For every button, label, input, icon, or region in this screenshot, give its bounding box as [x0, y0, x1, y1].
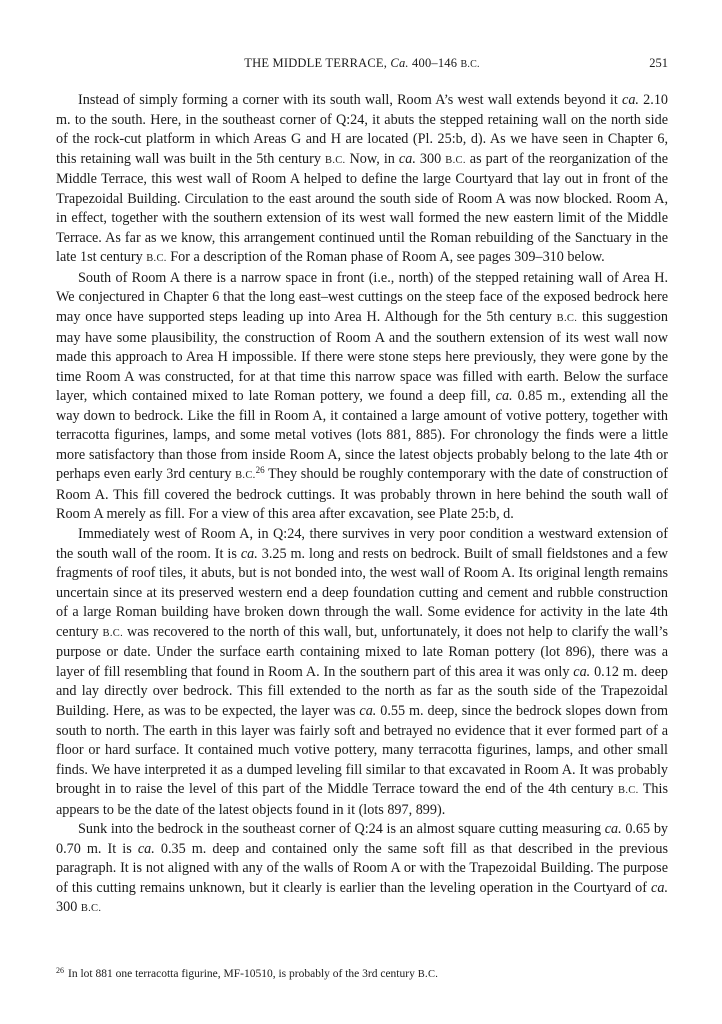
- italic-text: ca.: [359, 702, 377, 719]
- text-run: South of Room A there is a narrow space in front (i.e., north) of the stepped retaining wall of Area H. We conjectured in Chapter 6 that the long east–west cuttings on the steep face of the exposed bedrock here may once have supported steps leading up into Area H. Although for the 5th century: [56, 269, 668, 326]
- small-caps-text: B.C.: [80, 903, 102, 915]
- text-run: Sunk into the bedrock in the southeast corner of Q:24 is an almost square cutting measuring: [78, 821, 605, 838]
- text-run: this suggestion may have some plausibility, the construction of Room A and the southern extension of its west wall now made this approach to Area H impossible. If there were stone steps here previously, they were gone by the time Room A was constructed, for at that time this narrow space was filled with earth. Below the surface layer, which contained mixed to late Roman pottery, we found a deep fill,: [56, 309, 668, 405]
- text-run: Immediately west of Room A, in Q:24, there survives in very poor condition a westward extension of the south wall of the room. It is: [56, 526, 668, 562]
- footnote-text: In lot 881 one terracotta figurine, MF-10510, is probably of the 3rd century: [68, 968, 418, 980]
- text-run: 0.35 m. deep and contained only the same soft fill as that described in the previous paragraph. It is not aligned with any of the walls of Room A or with the Trapezoidal Building. The purpose of this cutting remains unknown, but it clearly is earlier than the leveling operation in the Courtyard of: [56, 840, 669, 896]
- running-title-range: 400–146: [408, 56, 461, 70]
- text-run: 3.25 m. long and rests on bedrock. Built of small fieldstones and a few fragments of roof tiles, it abuts, but is not bonded into, the west wall of Room A. Its original length remains uncertain since at its preserved western end a deep foundation cutting and cement and rubble construction of a large Roman building have broken down through the wall. Some evidence for activity in the late 4th century: [56, 545, 668, 640]
- italic-text: ca.: [604, 821, 622, 838]
- text-run: 0.85 m., extending all the way down to bedrock. Like the fill in Room A, it contained a large amount of votive pottery, together with terracotta figurines, lamps, and some metal votives (lots 881, 885). For chronology the finds were a little more satisfactory than those from inside Room A, since the latest objects probably belong to the late 4th or perhaps even early 3rd century: [56, 388, 668, 483]
- paragraph: [56, 820, 668, 919]
- small-caps-text: B.C.: [146, 253, 167, 265]
- italic-text: ca.: [137, 840, 155, 857]
- text-run: 300: [56, 899, 81, 916]
- running-title-era: B.C.: [460, 59, 480, 70]
- footnote-era: B.C.: [417, 969, 439, 980]
- text-run: For a description of the Roman phase of Room A, see pages 309–310 below.: [166, 249, 605, 266]
- text-run: They should be roughly contemporary with the date of construction of Room A. This fill covered the bedrock cuttings. It was probably thrown in here behind the south wall of Room A merely as fill. For a view of this area after excavation, see Plate 25:b, d.: [56, 466, 668, 523]
- small-caps-text: B.C.: [325, 154, 346, 166]
- running-title-ca: Ca.: [390, 56, 409, 70]
- italic-text: ca.: [240, 545, 258, 562]
- text-run: Instead of simply forming a corner with its south wall, Room A’s west wall extends beyond it: [78, 92, 623, 108]
- italic-text: ca.: [651, 879, 668, 896]
- running-title: [56, 56, 668, 71]
- text-run: 0.12 m. deep and lay directly over bedrock. This fill extended to the north as far as the south side of the Trapezoidal Building. Here, as was to be expected, the layer was: [56, 663, 668, 719]
- italic-text: ca.: [495, 388, 513, 405]
- small-caps-text: B.C.: [556, 313, 578, 325]
- running-title-prefix: THE MIDDLE TERRACE,: [244, 56, 391, 70]
- footnote-number: 26: [56, 966, 64, 975]
- text-run: 300: [415, 150, 446, 167]
- small-caps-text: B.C.: [235, 470, 256, 482]
- paragraph: [56, 91, 668, 269]
- italic-text: ca.: [573, 663, 591, 680]
- small-caps-text: B.C.: [102, 627, 124, 639]
- footnote: [56, 963, 668, 982]
- page: [56, 56, 668, 919]
- small-caps-text: B.C.: [618, 785, 639, 797]
- paragraph: [56, 525, 668, 820]
- body-text: [56, 91, 668, 919]
- italic-text: ca.: [622, 92, 639, 108]
- text-run: was recovered to the north of this wall, but, unfortunately, it does not help to clarify the wall’s purpose or date. Under the surface earth containing mixed to late Roman pottery (lot 896), there was a layer of fill resembling that found in Room A. In the southern part of this area it was only: [56, 623, 668, 680]
- footnote-ref: 26: [255, 465, 265, 476]
- page-number: 251: [649, 56, 668, 70]
- running-head: [56, 56, 668, 76]
- paragraph: [56, 269, 668, 525]
- italic-text: ca.: [398, 150, 416, 167]
- text-run: as part of the reorganization of the Middle Terrace, this west wall of Room A helped to define the large Courtyard that lay out in front of the Trapezoidal Building. Circulation to the east around the south side of Room A was now blocked. Room A, in effect, together with the southern extension of its west wall formed the new eastern limit of the Middle Terrace. As far as we know, this arrangement continued until the Roman rebuilding of the Sanctuary in the late 1st century: [56, 150, 669, 266]
- text-run: Now, in: [345, 150, 399, 167]
- text-run: 0.55 m. deep, since the bedrock slopes down from south to north. The earth in this layer was fairly soft and betrayed no evidence that it ever formed part of a floor or hard surface. It contained much votive pottery, many terracotta figurines, lamps, and other small finds. We have interpreted it as a dumped leveling fill similar to that excavated in Room A. It was probably brought in to raise the level of this part of the Middle Terrace toward the end of the 4th century: [56, 702, 668, 798]
- text-run: 0.65 by 0.70 m. It is: [56, 821, 668, 857]
- small-caps-text: B.C.: [445, 154, 466, 166]
- text-run: This appears to be the date of the latest objects found in it (lots 897, 899).: [56, 781, 668, 818]
- text-run: 2.10 m. to the south. Here, in the southeast corner of Q:24, it abuts the stepped retaining wall on the north side of the rock-cut platform in which Areas G and H are located (Pl. 25:b, d). As we have seen in Chapter 6, this retaining wall was built in the 5th century: [56, 92, 669, 167]
